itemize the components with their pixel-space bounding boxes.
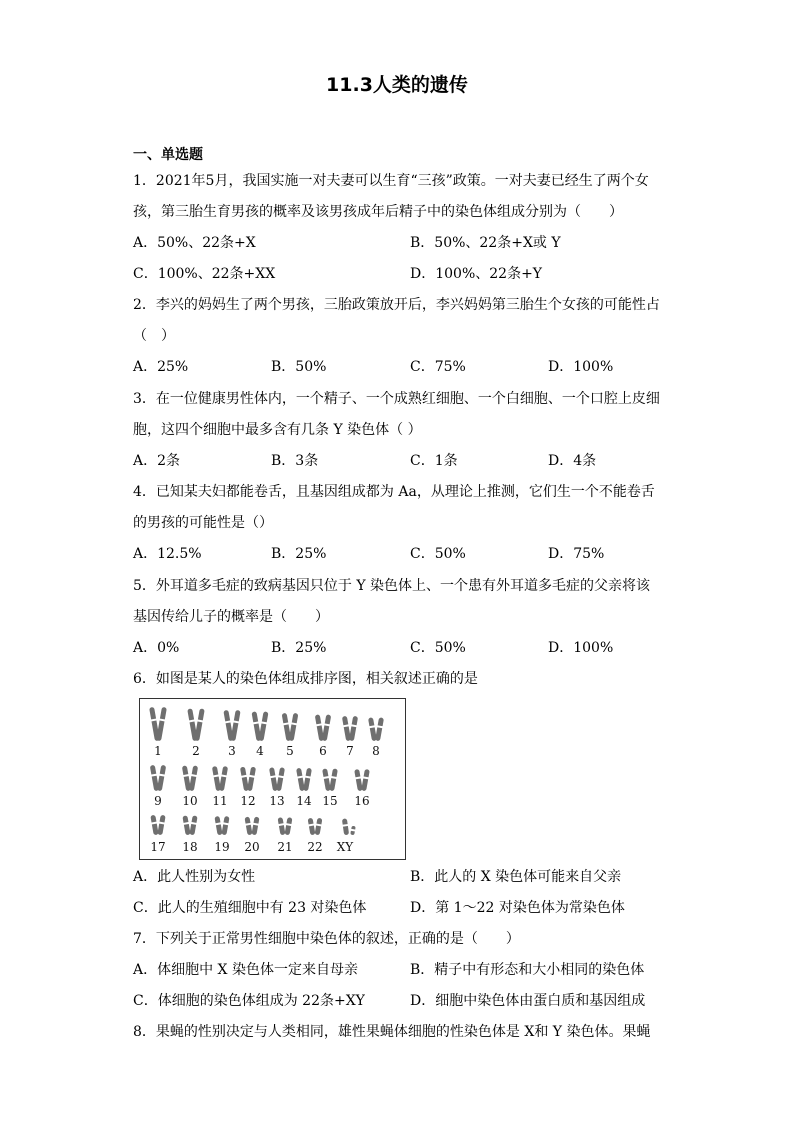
chromosome-pair-16 xyxy=(354,769,371,792)
question-2-option-d: D．100% xyxy=(548,359,614,375)
chromosome-pair-7 xyxy=(341,716,358,742)
chromosome-label: 19 xyxy=(214,840,230,854)
chromosome-pair-6 xyxy=(314,714,332,741)
chromosome-label: 18 xyxy=(182,840,198,854)
question-5-option-b: B．25% xyxy=(271,640,327,656)
question-7-option-b: B．精子中有形态和大小相同的染色体 xyxy=(410,962,645,978)
question-1-option-c: C．100%、22条+XX xyxy=(133,266,276,282)
question-2-option-a: A．25% xyxy=(133,359,189,375)
chromosome-pair-18 xyxy=(182,815,198,835)
chromosome-label: 11 xyxy=(212,794,228,808)
chromosome-pair-11 xyxy=(211,766,228,791)
question-1-option-b: B．50%、22条+X或 Y xyxy=(410,235,561,251)
chromosome-pair-21 xyxy=(277,817,293,835)
page-title: 11.3人类的遗传 xyxy=(326,74,468,96)
chromosome-label: 1 xyxy=(154,744,162,758)
question-2-line-1: 2．李兴的妈妈生了两个男孩，三胎政策放开后，李兴妈妈第三胎生个女孩的可能性占 xyxy=(133,297,660,313)
chromosome-pair-13 xyxy=(268,767,285,791)
chromosome-label: 16 xyxy=(354,794,370,808)
question-3-line-1: 3．在一位健康男性体内，一个精子、一个成熟红细胞、一个白细胞、一个口腔上皮细 xyxy=(133,391,660,407)
chromosome-pair-8 xyxy=(368,717,385,741)
chromosome-pair-4 xyxy=(251,711,269,741)
karyotype-figure xyxy=(139,698,406,860)
chromosome-pair-1 xyxy=(149,707,168,742)
question-5-option-c: C．50% xyxy=(410,640,466,656)
question-2-option-c: C．75% xyxy=(410,359,466,375)
question-3-option-c: C．1条 xyxy=(410,453,458,469)
question-7-line-1: 7．下列关于正常男性细胞中染色体的叙述，正确的是（ ） xyxy=(133,931,520,947)
question-3-line-2: 胞，这四个细胞中最多含有几条 Y 染色体（ ） xyxy=(133,422,422,438)
chromosome-label: 9 xyxy=(154,794,162,808)
chromosome-pair-17 xyxy=(150,815,166,836)
section-heading: 一、单选题 xyxy=(133,147,203,163)
chromosome-label: 7 xyxy=(346,744,354,758)
chromosome-label: 20 xyxy=(244,840,260,854)
chromosome-label: 5 xyxy=(286,744,294,758)
chromosome-label: 21 xyxy=(277,840,293,854)
chromosome-label: 15 xyxy=(322,794,338,808)
chromosome-label: 2 xyxy=(192,744,200,758)
chromosome-label: 13 xyxy=(269,794,285,808)
question-6-option-c: C．此人的生殖细胞中有 23 对染色体 xyxy=(133,900,367,916)
question-1-option-a: A．50%、22条+X xyxy=(133,235,256,251)
question-1-line-1: 1．2021年5月，我国实施一对夫妻可以生育“三孩”政策。一对夫妻已经生了两个女 xyxy=(133,173,649,189)
question-6-option-a: A．此人性别为女性 xyxy=(133,869,256,885)
chromosome-label: XY xyxy=(336,840,354,854)
chromosome-pair-xy xyxy=(341,818,356,835)
chromosome-pair-14 xyxy=(296,768,313,792)
chromosome-label: 8 xyxy=(372,744,380,758)
karyotype-diagram xyxy=(140,699,405,859)
chromosome-pair-19 xyxy=(214,816,230,836)
question-7-option-a: A．体细胞中 X 染色体一定来自母亲 xyxy=(133,962,358,978)
question-5-line-1: 5．外耳道多毛症的致病基因只位于 Y 染色体上、一个患有外耳道多毛症的父亲将该 xyxy=(133,578,651,594)
question-8-line-1: 8．果蝇的性别决定与人类相同，雄性果蝇体细胞的性染色体是 X和 Y 染色体。果蝇 xyxy=(133,1024,651,1040)
question-3-option-b: B．3条 xyxy=(271,453,319,469)
chromosome-pair-3 xyxy=(223,710,241,742)
chromosome-label: 17 xyxy=(150,840,166,854)
chromosome-pair-12 xyxy=(239,766,256,791)
question-5-option-a: A．0% xyxy=(133,640,180,656)
chromosome-pair-5 xyxy=(281,713,299,742)
chromosome-pair-20 xyxy=(244,816,260,835)
chromosome-label: 4 xyxy=(256,744,264,758)
chromosome-pair-9 xyxy=(149,765,166,792)
chromosome-pair-10 xyxy=(181,765,198,791)
chromosome-label: 3 xyxy=(228,744,236,758)
chromosome-pair-22 xyxy=(307,818,323,836)
chromosome-label: 14 xyxy=(296,794,312,808)
chromosome-pair-15 xyxy=(322,768,339,791)
question-6-option-d: D．第 1～22 对染色体为常染色体 xyxy=(410,900,625,916)
question-1-line-2: 孩，第三胎生育男孩的概率及该男孩成年后精子中的染色体组成分别为（ ） xyxy=(133,204,623,220)
chromosome-label: 6 xyxy=(319,744,327,758)
question-4-line-2: 的男孩的可能性是（） xyxy=(133,515,273,531)
chromosome-label: 12 xyxy=(240,794,256,808)
chromosome-pair-2 xyxy=(187,708,206,741)
question-1-option-d: D．100%、22条+Y xyxy=(410,266,543,282)
question-4-option-a: A．12.5% xyxy=(133,546,202,562)
question-5-line-2: 基因传给儿子的概率是（ ） xyxy=(133,609,329,625)
question-4-option-c: C．50% xyxy=(410,546,466,562)
question-7-option-d: D．细胞中染色体由蛋白质和基因组成 xyxy=(410,993,646,1009)
question-6-line-1: 6．如图是某人的染色体组成排序图，相关叙述正确的是 xyxy=(133,671,478,687)
question-6-option-b: B．此人的 X 染色体可能来自父亲 xyxy=(410,869,622,885)
question-2-option-b: B．50% xyxy=(271,359,327,375)
question-3-option-a: A．2条 xyxy=(133,453,181,469)
question-7-option-c: C．体细胞的染色体组成为 22条+XY xyxy=(133,993,365,1009)
question-4-option-b: B．25% xyxy=(271,546,327,562)
question-4-line-1: 4．已知某夫妇都能卷舌，且基因组成都为 Aa，从理论上推测，它们生一个不能卷舌 xyxy=(133,484,655,500)
question-5-option-d: D．100% xyxy=(548,640,614,656)
question-3-option-d: D．4条 xyxy=(548,453,597,469)
chromosome-label: 10 xyxy=(182,794,198,808)
question-2-line-2: （ ） xyxy=(133,328,175,344)
chromosome-label: 22 xyxy=(307,840,323,854)
question-4-option-d: D．75% xyxy=(548,546,605,562)
